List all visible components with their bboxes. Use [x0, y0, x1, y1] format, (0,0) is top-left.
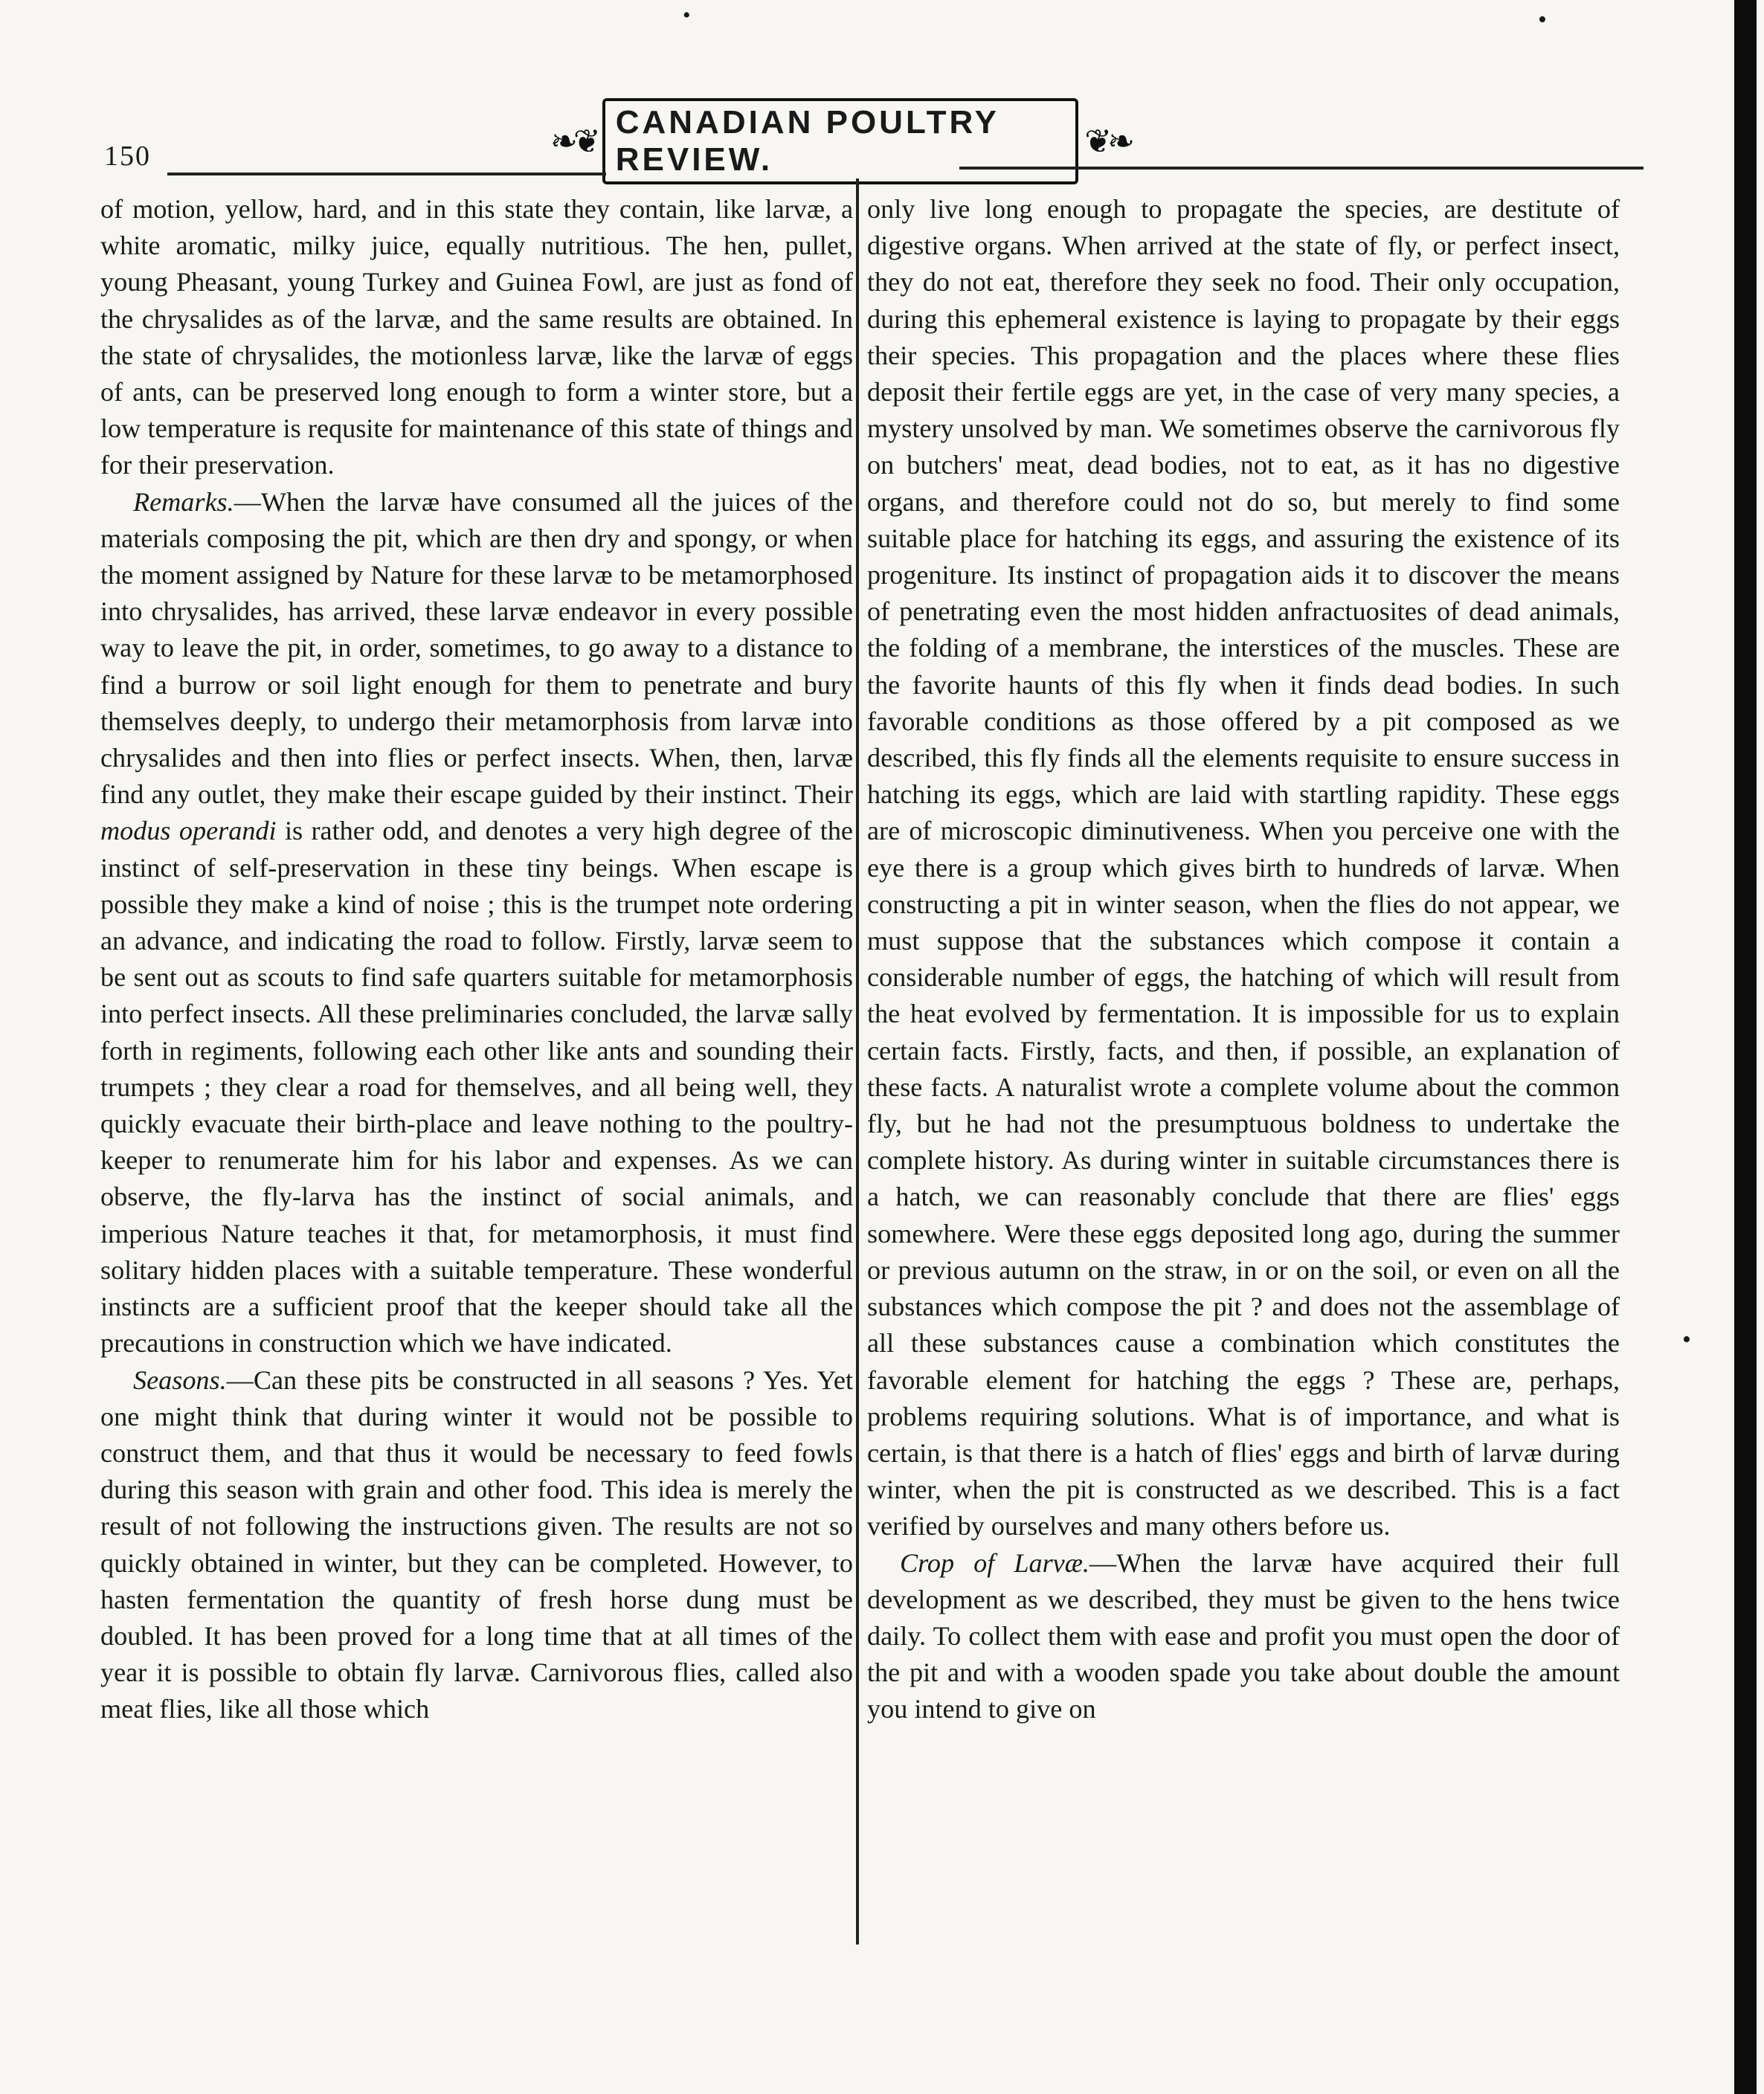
latin-phrase: modus operandi — [100, 816, 277, 846]
header-rule-right — [959, 167, 1644, 170]
left-column — [100, 191, 853, 1728]
section-heading-remarks: Remarks. — [133, 486, 234, 517]
paragraph: of motion, yellow, hard, and in this state they contain, like larvæ, a white aromatic, milky juice, equally nutritious. The hen, pullet, young Pheasant, young Turkey and Guinea Fowl, are just as fond of the chrysalides as of the larvæ, and the same results are obtained. In the state of chrysalides, the motionless larvæ, like the larvæ of eggs of ants, can be preserved long enough to form a winter store, but a low temperature is requsite for maintenance of this state of things and for their preservation. — [100, 194, 853, 480]
journal-title: CANADIAN POULTRY REVIEW. — [602, 98, 1079, 184]
section-heading-seasons: Seasons. — [133, 1365, 227, 1395]
ornament-right-icon: ❦❧ — [1084, 123, 1130, 160]
paragraph-text: —When the larvæ have consumed all the juices of the materials composing the pit, which are then dry and spongy, or when the moment assigned by Nature for these larvæ to be metamorphosed into chrysalides, has arrived, these larvæ endeavor in every possible way to leave the pit, in order, sometimes, to go away to a distance to find a burrow or soil light enough for them to penetrate and bury themselves deeply, to undergo their metamorphosis from larvæ into chrysalides and then into flies or perfect insects. When, then, larvæ find any outlet, they make their escape guided by their instinct. Their — [100, 486, 853, 810]
paragraph-seasons — [100, 1362, 853, 1728]
paragraph-text: —Can these pits be constructed in all seasons ? Yes. Yet one might think that during winter it would not be possible to construct them, and that thus it would be necessary to feed fowls during this season with grain and other food. This idea is merely the result of not following the instructions given. The results are not so quickly obtained in winter, but they can be completed. However, to hasten fermentation the quantity of fresh horse dung must be doubled. It has been proved for a long time that at all times of the year it is possible to obtain fly larvæ. Carnivorous flies, called also meat flies, like all those which — [100, 1365, 853, 1724]
ornament-left-icon: ❧❦ — [550, 123, 596, 160]
paragraph-remarks — [100, 484, 853, 1362]
speck: • — [1538, 6, 1547, 33]
masthead — [550, 104, 1130, 178]
header-rule-left — [167, 173, 606, 175]
column-divider — [856, 178, 859, 1945]
page-edge-bar — [1734, 0, 1757, 2094]
paragraph-text: is rather odd, and denotes a very high degree of the instinct of self-preservation in these tiny beings. When escape is possible they make a kind of noise ; this is the trumpet note ordering an advance, and indicating the road to follow. Firstly, larvæ seem to be sent out as scouts to find safe quarters suitable for metamorphosis into perfect insects. All these preliminaries concluded, the larvæ sally forth in regiments, following each other like ants and sounding their trumpets ; they clear a road for themselves, and all being well, they quickly evacuate their birth-place and leave nothing to the poultry-keeper to renumerate him for his labor and expenses. As we can observe, the fly-larva has the instinct of social animals, and imperious Nature teaches it that, for metamorphosis, it must find solitary hidden places with a suitable temperature. These wonderful instincts are a sufficient proof that the keeper should take all the precautions in construction which we have indicated. — [100, 816, 853, 1359]
speck: • — [683, 3, 691, 28]
section-heading-crop-of-larvae: Crop of Larvæ. — [900, 1547, 1089, 1578]
paragraph-crop-of-larvae — [867, 1545, 1620, 1728]
paragraph-text: —When the larvæ have acquired their full development as we described, they must be given to the hens twice daily. To collect them with ease and profit you must open the door of the pit and with a wooden spade you take about double the amount you intend to give on — [867, 1547, 1620, 1724]
paragraph: only live long enough to propagate the species, are destitute of digestive organs. When arrived at the state of fly, or perfect insect, they do not eat, therefore they seek no food. Their only occupation, during this ephemeral existence is laying to propagate by their eggs their species. This propagation and the places where these flies deposit their fertile eggs are yet, in the case of very many species, a mystery unsolved by man. We sometimes observe the carnivorous fly on butchers' meat, dead bodies, not to eat, as it has no digestive organs, and therefore could not do so, but merely to find some suitable place for hatching its eggs, and assuring the existence of its progeniture. Its instinct of propagation aids it to discover the means of penetrating even the most hidden anfractuosites of dead animals, the folding of a membrane, the interstices of the muscles. These are the favorite haunts of this fly when it finds dead bodies. In such favorable conditions as those offered by a pit composed as we described, this fly finds all the elements requisite to ensure success in hatching its eggs, which are laid with startling rapidity. These eggs are of microscopic diminutiveness. When you perceive one with the eye there is a group which gives birth to hundreds of larvæ. When constructing a pit in winter season, when the flies do not appear, we must suppose that the substances which compose it contain a considerable number of eggs, the hatching of which will result from the heat evolved by fermentation. It is impossible for us to explain certain facts. Firstly, facts, and then, if possible, an explanation of these facts. A naturalist wrote a complete volume about the common fly, but he had not the presumptuous boldness to undertake the complete history. As during winter in suitable circumstances there is a hatch, we can reasonably conclude that there are flies' eggs somewhere. Were these eggs deposited long ago, during the summer or previous autumn on the straw, in or on the soil, or even on all the substances which compose the pit ? and does not the assemblage of all these substances cause a combination which constitutes the favorable element for hatching the eggs ? These are, perhaps, problems requiring solutions. What is of importance, and what is certain, is that there is a hatch of flies' eggs and birth of larvæ during winter, when the pit is constructed as we described. This is a fact verified by ourselves and many others before us. — [867, 194, 1620, 1541]
page-number: 150 — [104, 141, 151, 172]
speck: • — [1682, 1326, 1691, 1353]
right-column — [867, 191, 1620, 1728]
